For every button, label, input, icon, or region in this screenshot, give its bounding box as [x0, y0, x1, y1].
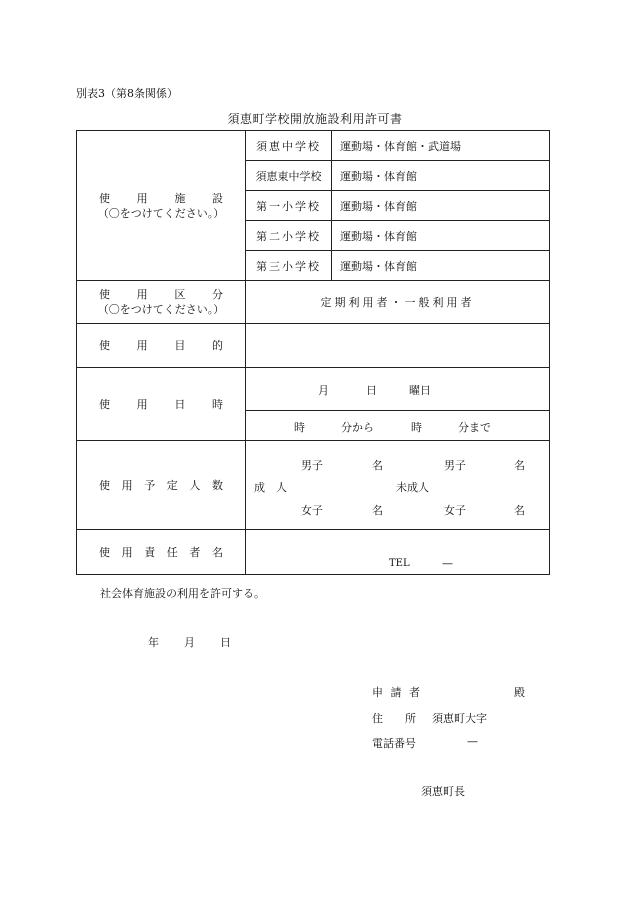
school-name[interactable]: 第一小学校 — [246, 191, 332, 221]
tel-dash: — — [442, 557, 453, 570]
from-label: 分から — [341, 421, 374, 434]
school-name[interactable]: 須恵東中学校 — [246, 161, 332, 191]
document-title: 須恵町学校開放施設利用許可書 — [227, 112, 403, 126]
responsible-label-cell — [77, 530, 246, 575]
school-name[interactable]: 第三小学校 — [246, 251, 332, 281]
tel-label: TEL — [389, 558, 410, 569]
people-label: 使 用 予 定 人 数 — [99, 478, 223, 492]
minor-female-label: 女子 — [444, 504, 466, 517]
unit-label: 名 — [372, 504, 383, 517]
month-label: 月 — [318, 384, 329, 397]
day-label: 日 — [366, 384, 377, 397]
school-facilities[interactable]: 運動場・体育館 — [332, 161, 550, 191]
purpose-label-cell — [77, 324, 246, 368]
school-facilities[interactable]: 運動場・体育館 — [332, 221, 550, 251]
applicant-label: 申 請 者 — [372, 686, 422, 699]
facility-label-cell — [77, 131, 246, 281]
phone-label: 電話番号 — [372, 737, 416, 750]
category-label: 使 用 区 分 — [99, 288, 223, 301]
school-name[interactable]: 須恵中学校 — [246, 131, 332, 161]
address-label: 住 所 — [372, 712, 416, 725]
facility-label: 使 用 施 設 — [99, 191, 223, 205]
date-field[interactable] — [246, 368, 550, 411]
permit-statement: 社会体育施設の利用を許可する。 — [100, 587, 265, 600]
month-label: 月 — [184, 636, 195, 649]
purpose-field[interactable] — [246, 324, 550, 368]
issuer-title: 須恵町長 — [421, 785, 465, 798]
responsible-label: 使 用 責 任 者 名 — [99, 545, 223, 559]
unit-label: 名 — [514, 504, 525, 517]
hour-label: 時 — [411, 421, 422, 434]
school-facilities[interactable]: 運動場・体育館・武道場 — [332, 131, 550, 161]
adult-female-label: 女子 — [301, 504, 323, 517]
category-row — [77, 281, 550, 324]
day-label: 日 — [220, 636, 231, 649]
purpose-row — [77, 324, 550, 368]
school-facilities[interactable]: 運動場・体育館 — [332, 191, 550, 221]
unit-label: 名 — [372, 459, 383, 472]
category-label-cell — [77, 281, 246, 324]
datetime-label: 使 用 日 時 — [99, 397, 223, 411]
hour-label: 時 — [294, 421, 305, 434]
responsible-row — [77, 530, 550, 575]
school-name[interactable]: 第二小学校 — [246, 221, 332, 251]
permit-form-table — [76, 130, 550, 575]
facility-row — [77, 131, 550, 161]
purpose-label: 使 用 目 的 — [99, 339, 223, 352]
minor-male-label: 男子 — [444, 459, 466, 472]
year-label: 年 — [148, 636, 159, 649]
weekday-label: 曜日 — [409, 384, 431, 397]
reference-number: 別表3（第8条関係） — [76, 87, 178, 100]
circle-note: （〇をつけてください。） — [97, 206, 225, 220]
phone-dash: — — [467, 735, 478, 748]
school-facilities[interactable]: 運動場・体育館 — [332, 251, 550, 281]
minor-label: 未成人 — [396, 481, 429, 494]
date-row — [77, 368, 550, 411]
adult-label: 成 人 — [254, 481, 287, 494]
category-options[interactable]: 定期利用者・一般利用者 — [246, 281, 550, 324]
responsible-field[interactable] — [246, 530, 550, 575]
time-field[interactable] — [246, 411, 550, 441]
honorific-label: 殿 — [514, 686, 525, 699]
until-label: 分まで — [458, 421, 491, 434]
people-label-cell — [77, 441, 246, 530]
address-value: 須恵町大字 — [432, 712, 487, 725]
datetime-label-cell — [77, 368, 246, 441]
people-field[interactable] — [246, 441, 550, 530]
circle-note: （〇をつけてください。） — [97, 303, 225, 316]
people-row — [77, 441, 550, 530]
adult-male-label: 男子 — [301, 459, 323, 472]
unit-label: 名 — [514, 459, 525, 472]
